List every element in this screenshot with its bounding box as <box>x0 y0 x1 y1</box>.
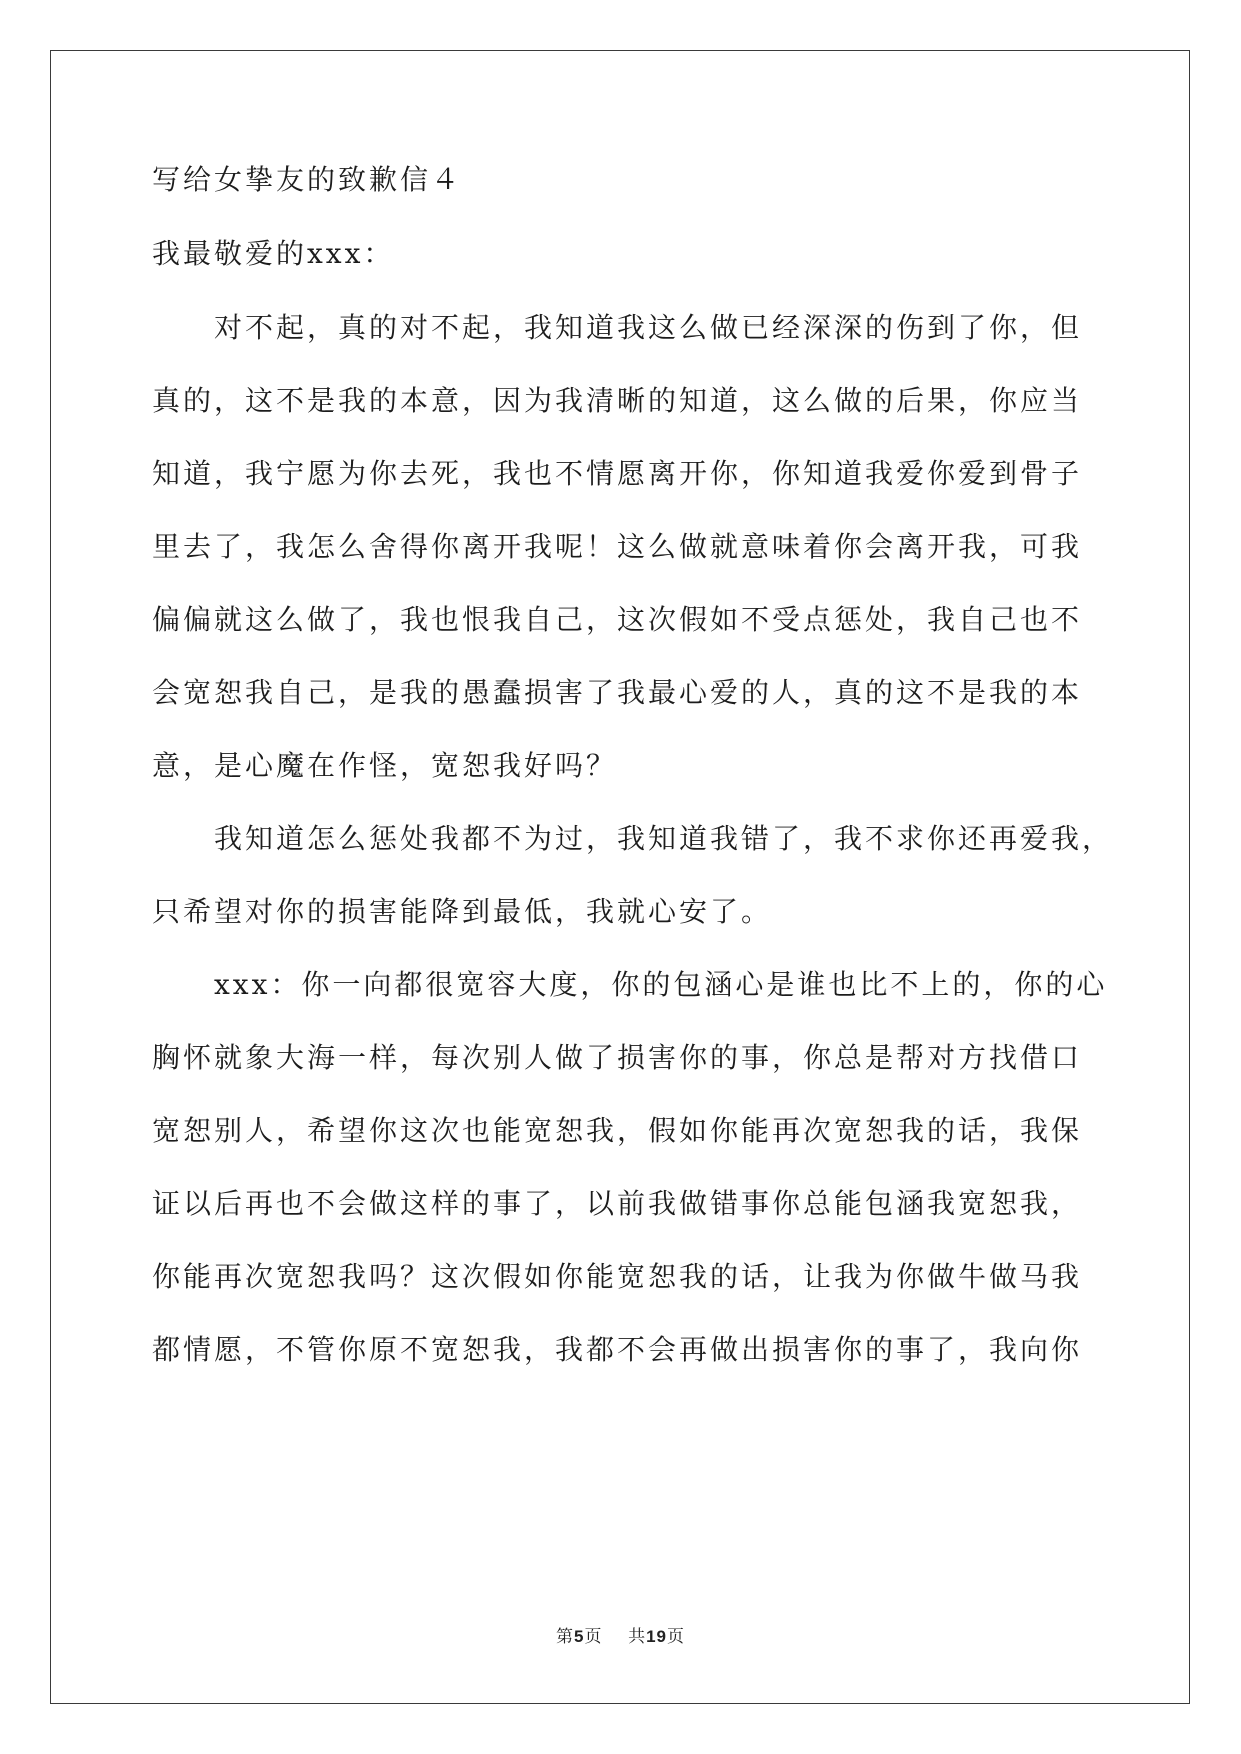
text-line: 真的，这不是我的本意，因为我清晰的知道，这么做的后果，你应当 <box>152 384 1083 417</box>
text-line: 对不起，真的对不起，我知道我这么做已经深深的伤到了你，但 <box>152 311 1083 344</box>
text-line: 里去了，我怎么舍得你离开我呢！这么做就意味着你会离开我，可我 <box>152 530 1083 563</box>
text-line: 你能再次宽恕我吗？这次假如你能宽恕我的话，让我为你做牛做马我 <box>152 1260 1083 1293</box>
text-line: xxx：你一向都很宽容大度，你的包涵心是谁也比不上的，你的心 <box>152 968 1108 1001</box>
total-pages: 19 <box>646 1627 667 1646</box>
text-line: 知道，我宁愿为你去死，我也不情愿离开你，你知道我爱你爱到骨子 <box>152 457 1083 490</box>
page-border <box>50 50 1190 1704</box>
page-footer <box>0 1622 1241 1647</box>
total-prefix: 共 <box>628 1627 647 1647</box>
text-line: 胸怀就象大海一样，每次别人做了损害你的事，你总是帮对方找借口 <box>152 1041 1083 1074</box>
text-line: 我知道怎么惩处我都不为过，我知道我错了，我不求你还再爱我， <box>152 822 1114 855</box>
text-line: 偏偏就这么做了，我也恨我自己，这次假如不受点惩处，我自己也不 <box>152 603 1083 636</box>
page-prefix: 第 <box>555 1627 574 1647</box>
text-line: 意，是心魔在作怪，宽恕我好吗？ <box>152 749 618 782</box>
text-line: 只希望对你的损害能降到最低，我就心安了。 <box>152 895 773 928</box>
page-suffix: 页 <box>584 1627 603 1647</box>
text-line: 会宽恕我自己，是我的愚蠢损害了我最心爱的人，真的这不是我的本 <box>152 676 1083 709</box>
text-line: 宽恕别人，希望你这次也能宽恕我，假如你能再次宽恕我的话，我保 <box>152 1114 1083 1147</box>
document-title: 写给女挚友的致歉信４ <box>152 163 463 196</box>
total-suffix: 页 <box>667 1627 685 1647</box>
page-number: 5 <box>573 1627 585 1646</box>
text-line: 证以后再也不会做这样的事了，以前我做错事你总能包涵我宽恕我， <box>152 1187 1083 1220</box>
text-line: 都情愿，不管你原不宽恕我，我都不会再做出损害你的事了，我向你 <box>152 1333 1083 1366</box>
letter-greeting: 我最敬爱的xxx： <box>152 237 395 270</box>
